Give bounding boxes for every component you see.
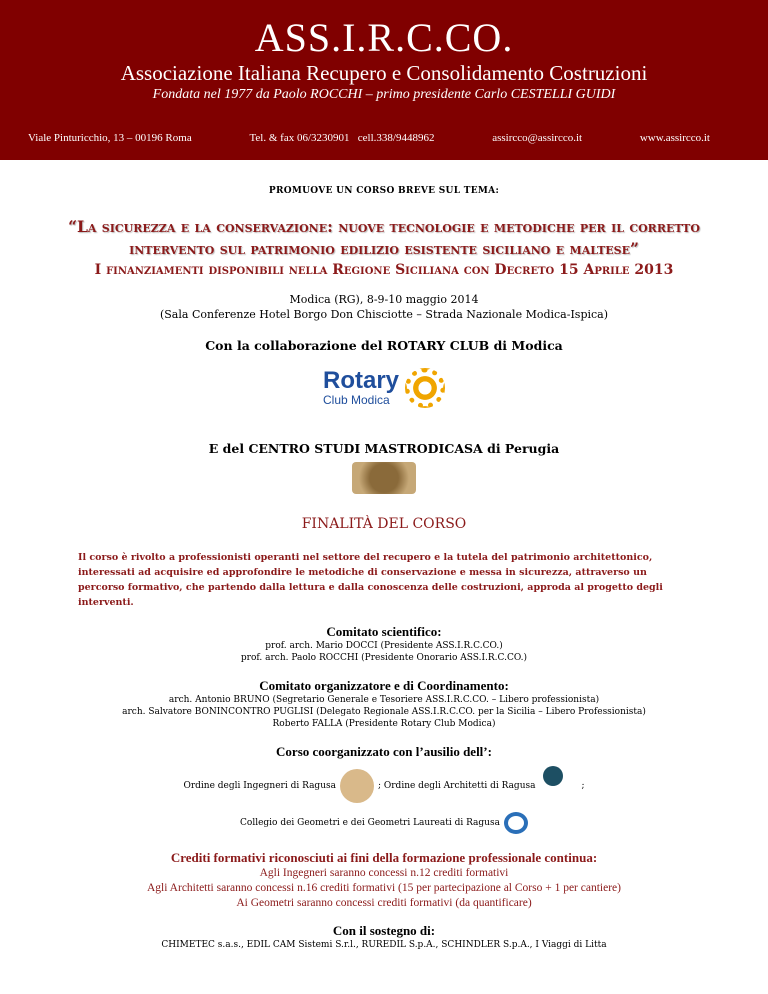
member: Roberto FALLA (Presidente Rotary Club Modica)	[272, 719, 496, 729]
promo-line: PROMUOVE UN CORSO BREVE SUL TEMA:	[268, 186, 500, 196]
founded-line: Fondata nel 1977 da Paolo ROCCHI – primo presidente Carlo CESTELLI GUIDI	[152, 87, 616, 102]
ordine-ingegneri: Ordine degli Ingegneri di Ragusa	[183, 781, 336, 791]
ordine-architetti: ; Ordine degli Architetti di Ragusa	[377, 781, 536, 791]
letterhead	[0, 0, 768, 160]
member: prof. arch. Paolo ROCCHI (Presidente Onorario ASS.I.R.C.CO.)	[240, 653, 528, 663]
architetti-logo-icon	[539, 766, 577, 806]
member: arch. Antonio BRUNO (Segretario Generale e Tesoriere ASS.I.R.C.CO. – Libero professionista)	[168, 695, 600, 705]
rotary-club: Club Modica	[322, 393, 390, 407]
collegio-geometri: Collegio dei Geometri e dei Geometri Laureati di Ragusa	[240, 818, 500, 828]
member: arch. Salvatore BONINCONTRO PUGLISI (Delegato Regionale ASS.I.R.C.CO. per la Sicilia – Libero Professionista)	[122, 707, 646, 717]
rotary-wheel-icon	[405, 368, 445, 408]
scientific-heading: Comitato scientifico:	[326, 624, 442, 639]
separator: ;	[581, 781, 585, 791]
collab-centro: E del CENTRO STUDI MASTRODICASA di Perugia	[208, 441, 560, 456]
phone	[249, 132, 434, 144]
org-fullname: Associazione Italiana Recupero e Consolidamento Costruzioni	[120, 61, 648, 85]
ordini-row	[0, 766, 768, 806]
financing-line: I finanziamenti disponibili nella Regione Siciliana con Decreto 15 Aprile 2013	[94, 262, 674, 278]
venue: (Sala Conferenze Hotel Borgo Don Chisciotte – Strada Nazionale Modica-Ispica)	[159, 308, 609, 321]
date-place: Modica (RG), 8-9-10 maggio 2014	[289, 293, 479, 306]
credit-line: Agli Architetti saranno concessi n.16 crediti formativi (15 per partecipazione al Corso + 1 per cantiere)	[147, 882, 621, 894]
member: prof. arch. Mario DOCCI (Presidente ASS.I.R.C.CO.)	[265, 641, 503, 651]
course-title: “La sicurezza e la conservazione: nuove tecnologie e metodiche per il corretto intervento sul patrimonio edilizio esistente siciliano e maltese”	[68, 217, 700, 258]
purpose-heading: FINALITÀ DEL CORSO	[301, 516, 467, 532]
cell: cell.338/9448962	[357, 132, 435, 144]
centro-seal-icon	[352, 462, 416, 494]
sponsors: CHIMETEC s.a.s., EDIL CAM Sistemi S.r.l., RUREDIL S.p.A., SCHINDLER S.p.A., I Viaggi di Litta	[161, 940, 607, 950]
organizing-heading: Comitato organizzatore e di Coordinamento:	[259, 678, 509, 693]
tel: Tel. & fax 06/3230901	[249, 132, 350, 144]
ingegneri-logo-icon	[340, 769, 374, 803]
rotary-name: Rotary	[322, 367, 400, 394]
credits-heading: Crediti formativi riconosciuti ai fini della formazione professionale continua:	[170, 850, 598, 865]
org-name: ASS.I.R.C.CO.	[254, 15, 514, 60]
geometri-logo-icon	[504, 812, 528, 834]
coorg-heading: Corso coorganizzato con l’ausilio dell’:	[276, 744, 492, 759]
rotary-logo	[0, 363, 768, 413]
credit-line: Ai Geometri saranno concessi crediti formativi (da quantificare)	[236, 897, 532, 909]
collab-rotary: Con la collaborazione del ROTARY CLUB di Modica	[205, 338, 563, 353]
contacts	[0, 104, 768, 144]
support-heading: Con il sostegno di:	[332, 923, 436, 938]
credit-line: Agli Ingegneri saranno concessi n.12 crediti formativi	[259, 867, 509, 879]
email-link[interactable]: assircco@assircco.it	[492, 132, 583, 144]
geometri-row	[0, 812, 768, 834]
website-link[interactable]: www.assircco.it	[639, 132, 710, 144]
address: Viale Pinturicchio, 13 – 00196 Roma	[28, 132, 192, 144]
purpose-text: Il corso è rivolto a professionisti operanti nel settore del recupero e la tutela del patrimonio architettonico, interessati ad acquisire ed approfondire le metodiche di conservazione e messa in sicurezza, attraverso un percorso formativo, che partendo dalla lettura e dalla conoscenza delle costruzioni, approda al progetto degli interventi.	[78, 552, 663, 608]
